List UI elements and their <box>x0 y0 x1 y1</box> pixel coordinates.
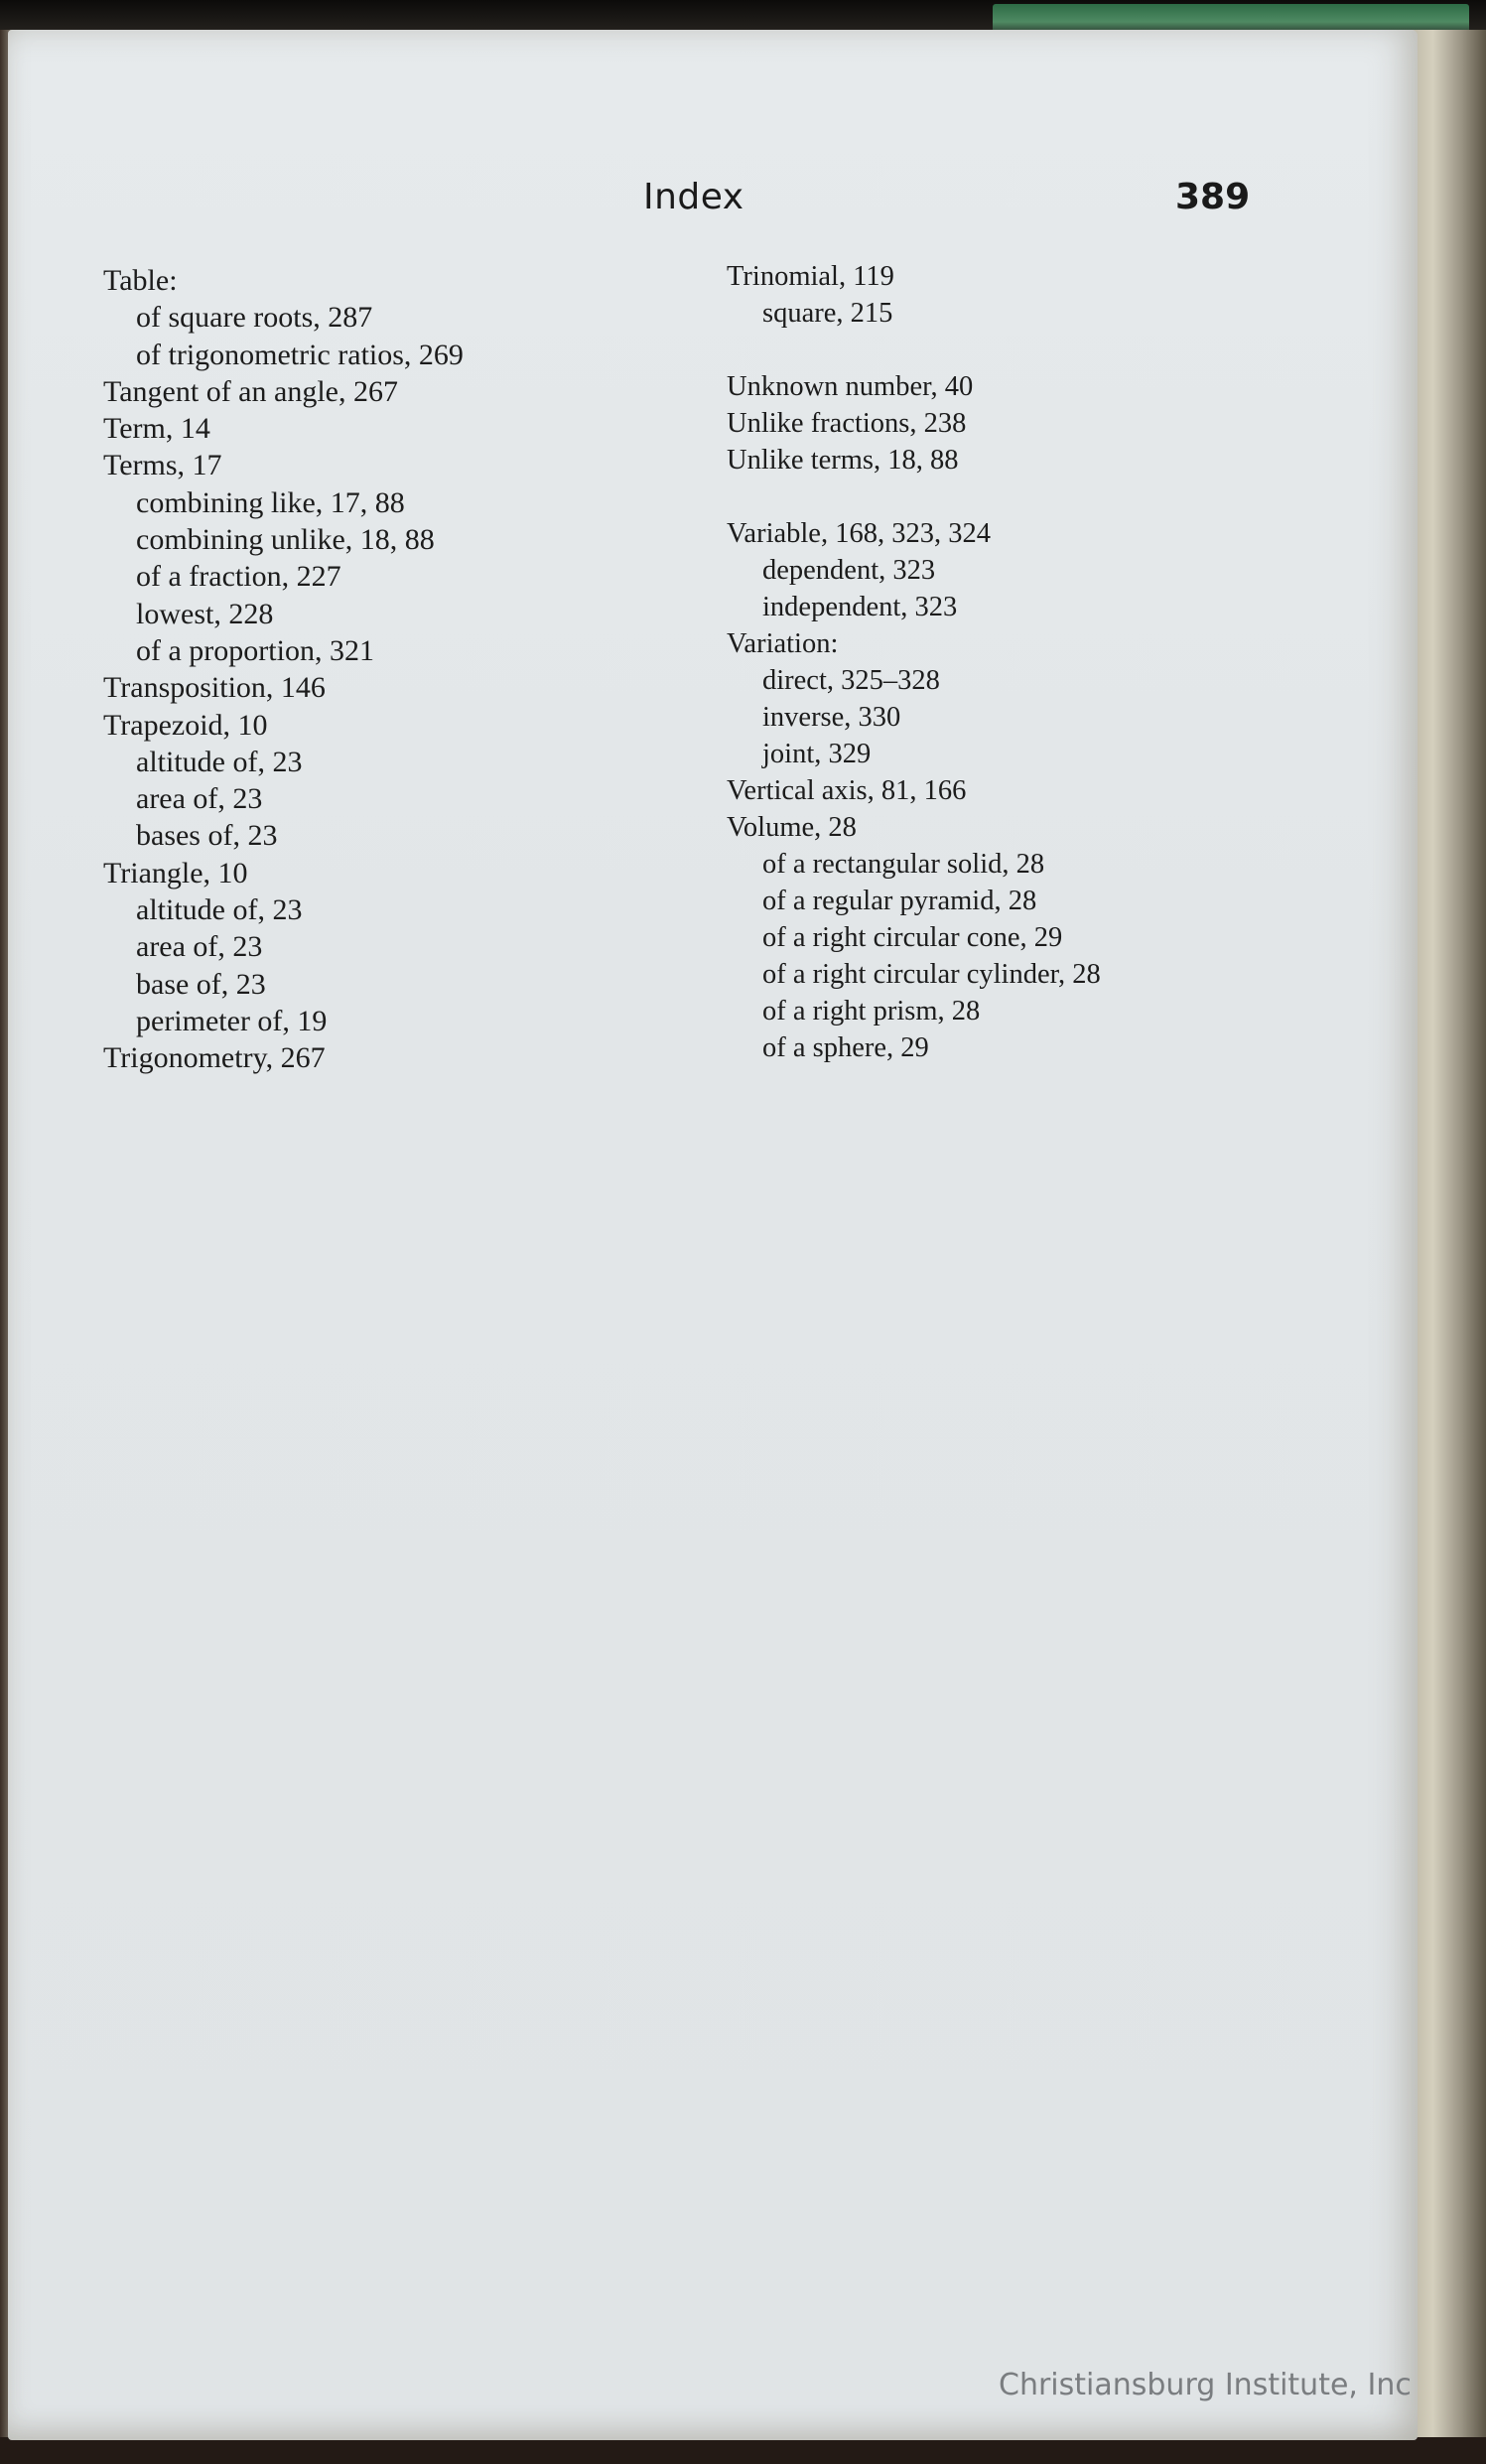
index-subentry: inverse, 330 <box>762 702 901 733</box>
index-subentry: of a proportion, 321 <box>136 633 374 667</box>
index-entry: Unlike fractions, 238 <box>727 408 967 439</box>
index-entry: Variable, 168, 323, 324 <box>727 518 991 549</box>
index-subentry: area of, 23 <box>136 930 263 964</box>
index-subentry: bases of, 23 <box>136 819 278 853</box>
index-entry: Terms, 17 <box>103 449 222 482</box>
index-subentry: dependent, 323 <box>762 555 936 586</box>
index-entry: Volume, 28 <box>727 812 857 843</box>
entry-spacer <box>727 332 1101 368</box>
index-subentry: perimeter of, 19 <box>136 1004 328 1037</box>
index-subentry: direct, 325–328 <box>762 665 940 696</box>
index-subentry: of a rectangular solid, 28 <box>762 849 1045 880</box>
index-subentry: of a right circular cone, 29 <box>762 922 1063 953</box>
index-subentry: altitude of, 23 <box>136 893 303 927</box>
index-entry: Vertical axis, 81, 166 <box>727 775 967 806</box>
index-subentry: square, 215 <box>762 298 893 329</box>
index-entry: Unlike terms, 18, 88 <box>727 445 959 476</box>
index-subentry: of a right circular cylinder, 28 <box>762 959 1101 990</box>
index-page <box>8 30 1418 2440</box>
index-subentry: lowest, 228 <box>136 597 274 630</box>
index-column-right <box>727 258 1101 1066</box>
index-subentry: of a right prism, 28 <box>762 996 981 1027</box>
index-entry: Term, 14 <box>103 412 210 446</box>
index-subentry: joint, 329 <box>762 739 872 769</box>
index-entry: Transposition, 146 <box>103 671 326 705</box>
index-column-left <box>103 262 464 1077</box>
index-subentry: of trigonometric ratios, 269 <box>136 338 464 371</box>
index-entry: Variation: <box>727 628 839 659</box>
watermark: Christiansburg Institute, Inc <box>999 2368 1412 2402</box>
index-subentry: altitude of, 23 <box>136 745 303 778</box>
index-entry: Table: <box>103 264 178 297</box>
index-subentry: of a sphere, 29 <box>762 1032 929 1063</box>
page-number: 389 <box>1175 177 1251 217</box>
index-entry: Trapezoid, 10 <box>103 708 268 742</box>
index-entry: Unknown number, 40 <box>727 371 974 402</box>
index-subentry: of a regular pyramid, 28 <box>762 886 1037 916</box>
index-subentry: base of, 23 <box>136 967 266 1001</box>
index-entry: Trigonometry, 267 <box>103 1041 326 1075</box>
index-subentry: independent, 323 <box>762 592 958 622</box>
index-subentry: combining unlike, 18, 88 <box>136 523 435 557</box>
index-subentry: of a fraction, 227 <box>136 560 341 594</box>
index-subentry: area of, 23 <box>136 782 263 816</box>
index-subentry: of square roots, 287 <box>136 301 373 335</box>
index-entry: Triangle, 10 <box>103 856 248 890</box>
index-subentry: combining like, 17, 88 <box>136 485 405 519</box>
entry-spacer <box>727 479 1101 515</box>
page-title: Index <box>643 177 744 217</box>
book-bottom-edge <box>0 2437 1486 2464</box>
index-entry: Tangent of an angle, 267 <box>103 374 398 408</box>
index-entry: Trinomial, 119 <box>727 261 894 292</box>
